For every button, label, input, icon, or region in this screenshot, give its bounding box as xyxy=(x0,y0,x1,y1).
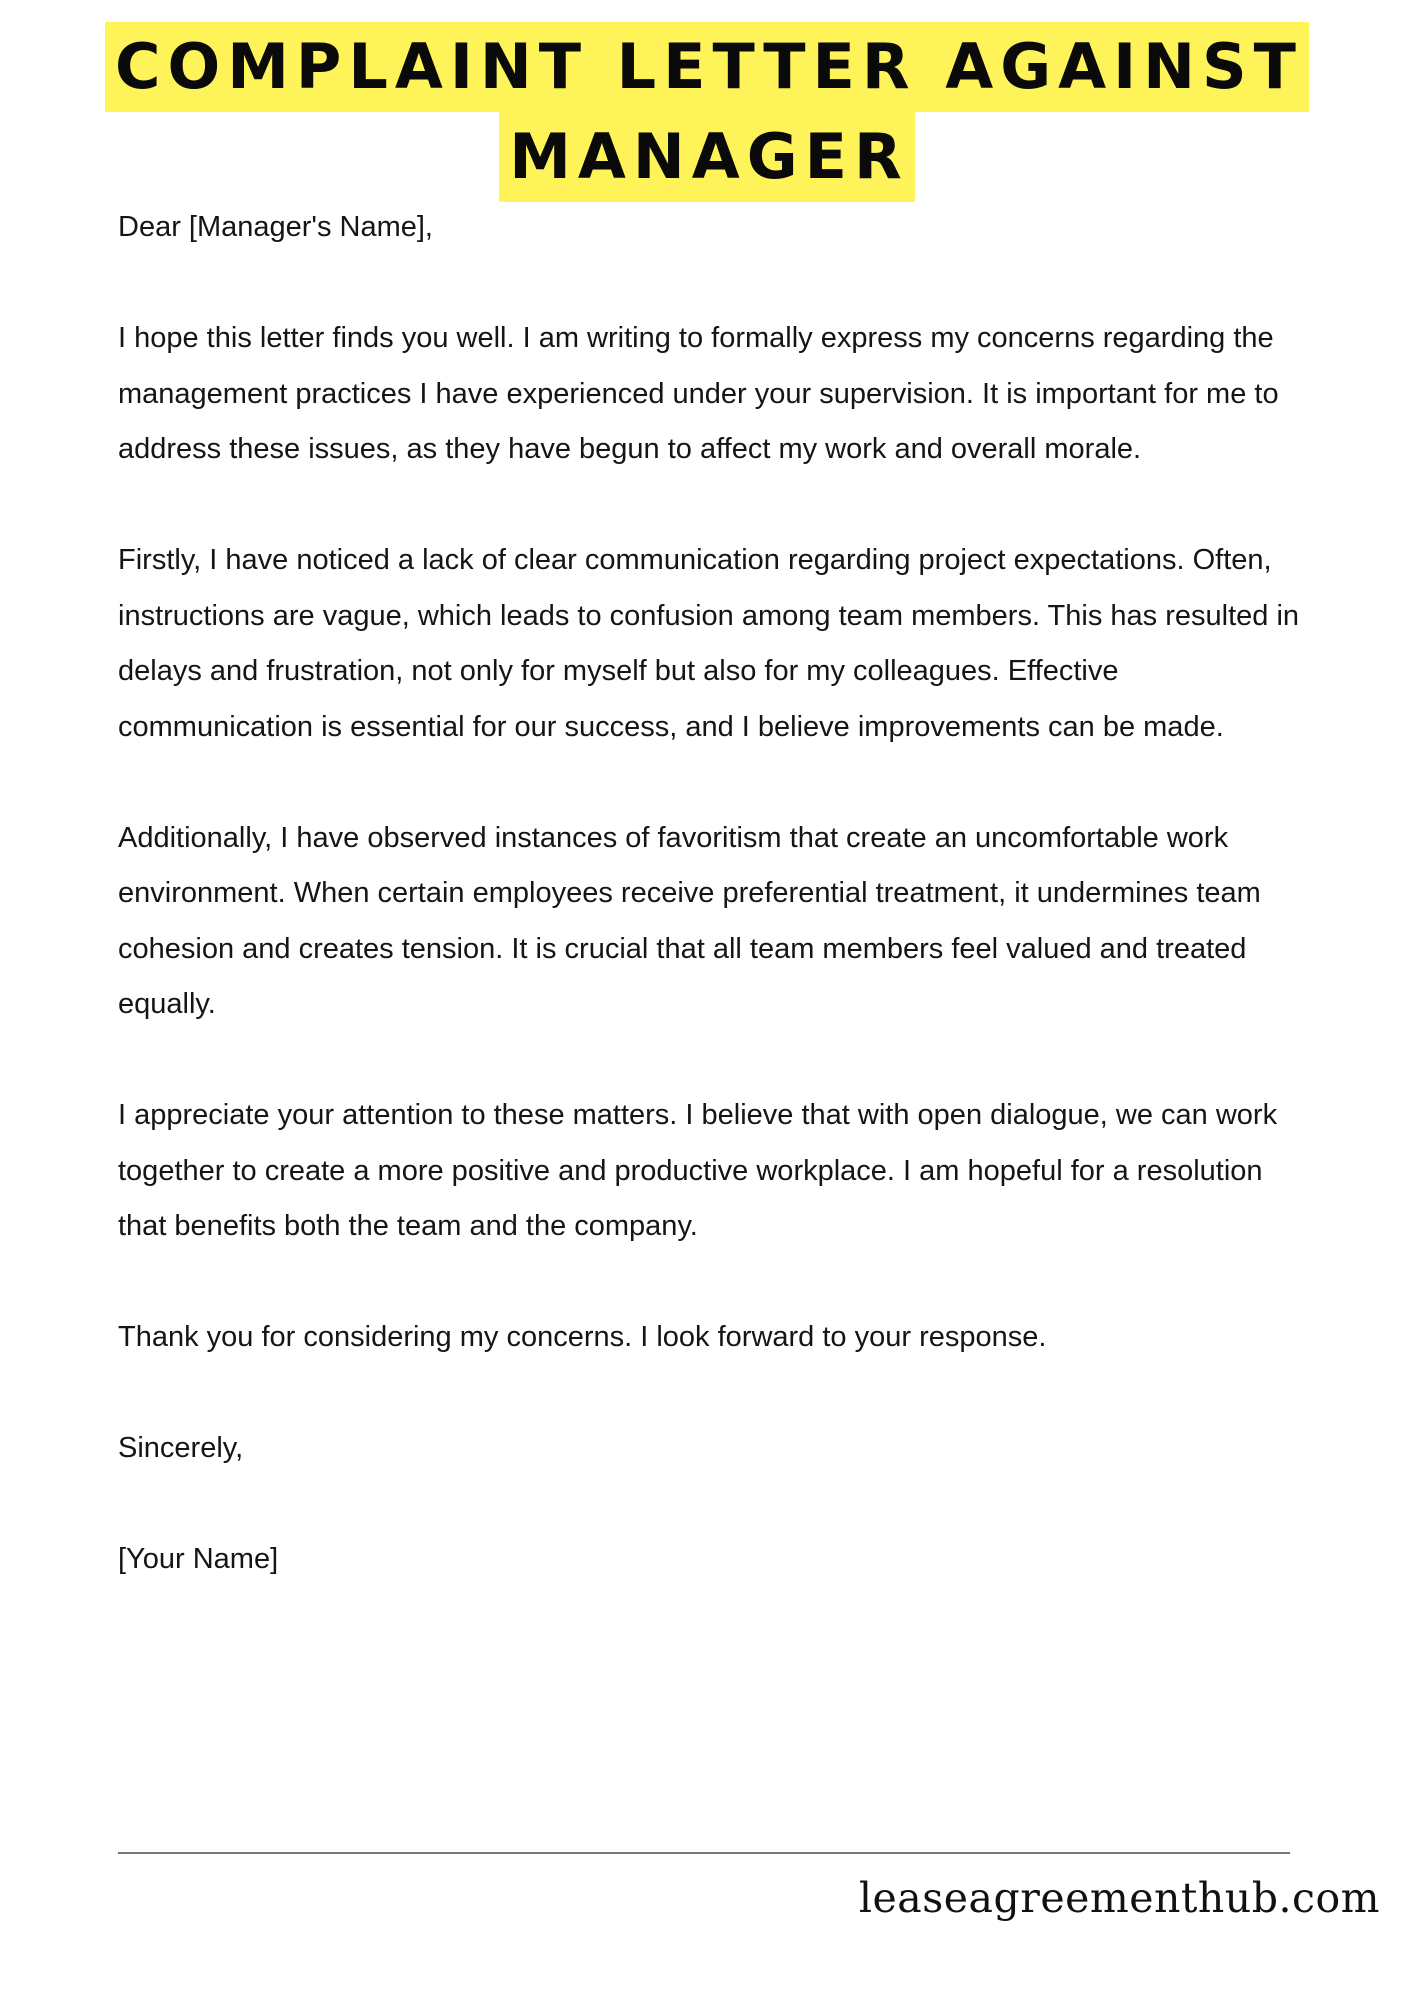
salutation: Dear [Manager's Name], xyxy=(118,211,433,243)
paragraph-communication: Firstly, I have noticed a lack of clear communication regarding project expectations. Often, instructions are vague, which leads to confusion among team members. This has resulted in delays and frustration, not only for myself but also for my colleagues. Effective communication is essential for our success, and I believe improvements can be made. xyxy=(118,544,1300,743)
footer-site-name: leaseagreementhub.com xyxy=(858,1874,1380,1922)
footer-divider xyxy=(118,1852,1290,1854)
paragraph-appreciation: I appreciate your attention to these matters. I believe that with open dialogue, we can work together to create a more positive and productive workplace. I am hopeful for a resolution that benefits both the team and the company. xyxy=(118,1099,1278,1242)
title-line-1: COMPLAINT LETTER AGAINST xyxy=(105,22,1309,112)
closing: Sincerely, xyxy=(118,1432,244,1464)
letter-body xyxy=(118,200,1308,1643)
document-title xyxy=(0,22,1414,202)
paragraph-thanks: Thank you for considering my concerns. I look forward to your response. xyxy=(118,1321,1047,1353)
paragraph-intro: I hope this letter finds you well. I am writing to formally express my concerns regarding the management practices I have experienced under your supervision. It is important for me to address these issues, as they have begun to affect my work and overall morale. xyxy=(118,322,1279,465)
paragraph-favoritism: Additionally, I have observed instances of favoritism that create an uncomfortable work environment. When certain employees receive preferential treatment, it undermines team cohesion and creates tension. It is crucial that all team members feel valued and treated equally. xyxy=(118,821,1261,1020)
signature: [Your Name] xyxy=(118,1543,279,1575)
title-line-2: MANAGER xyxy=(499,112,915,202)
